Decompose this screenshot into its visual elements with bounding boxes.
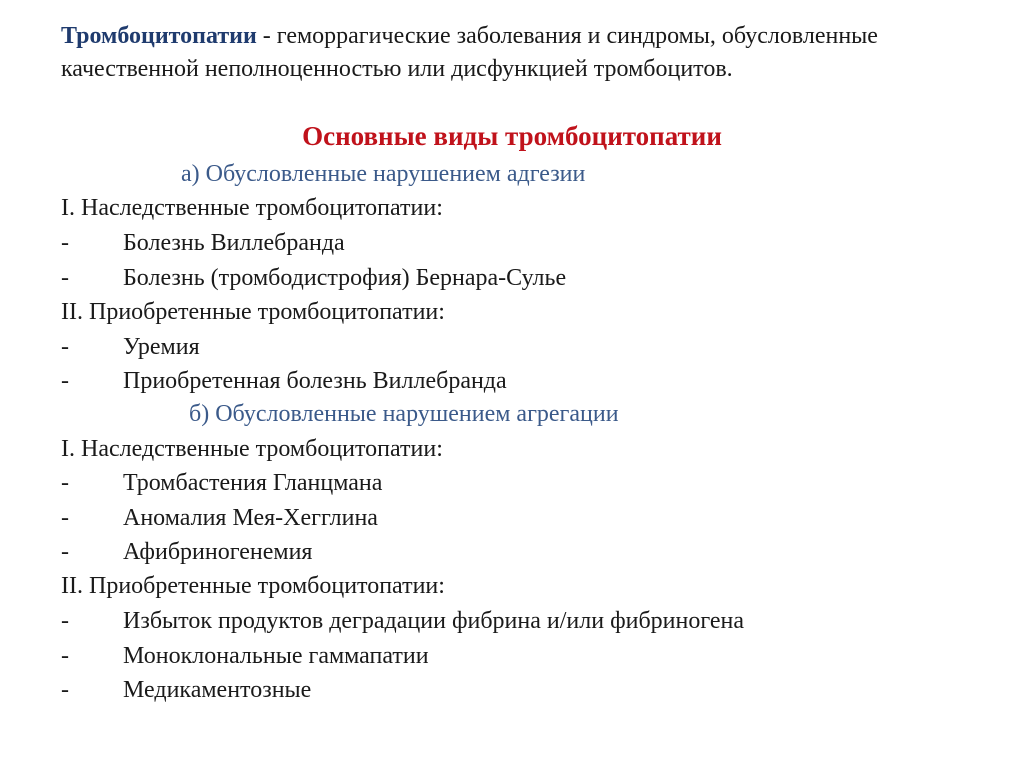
section-b-group1-title: I. Наследственные тромбоцитопатии:	[61, 436, 443, 462]
list-item	[61, 331, 961, 363]
intro-definition: - геморрагические заболевания и синдромы, обусловленные качественной неполноценностью или дисфункцией тромбоцитов.	[61, 23, 878, 82]
slide-heading: Основные виды тромбоцитопатии	[302, 121, 722, 151]
list-item	[61, 365, 961, 397]
bullet-dash: -	[61, 677, 69, 703]
bullet-dash: -	[61, 608, 69, 634]
list-item	[61, 502, 961, 534]
section-b-group2-title: II. Приобретенные тромбоцитопатии:	[61, 573, 445, 599]
list-item	[61, 262, 961, 294]
section-b-title: б) Обусловленные нарушением агрегации	[189, 401, 619, 427]
list-item-text: Моноклональные гаммапатии	[123, 643, 429, 669]
list-item-text: Приобретенная болезнь Виллебранда	[123, 368, 507, 394]
list-item-text: Избыток продуктов деградации фибрина и/или фибриногена	[123, 608, 745, 634]
bullet-dash: -	[61, 334, 69, 360]
list-item	[61, 605, 961, 637]
intro-term: Тромбоцитопатии	[61, 23, 257, 49]
list-item-text: Тромбастения Гланцмана	[123, 470, 383, 496]
section-a-title: а) Обусловленные нарушением адгезии	[181, 161, 586, 187]
bullet-dash: -	[61, 368, 69, 394]
bullet-dash: -	[61, 265, 69, 291]
list-item	[61, 674, 961, 706]
list-item-text: Медикаментозные	[123, 677, 312, 703]
bullet-dash: -	[61, 230, 69, 256]
list-item-text: Болезнь (тромбодистрофия) Бернара-Сулье	[123, 265, 567, 291]
bullet-dash: -	[61, 539, 69, 565]
list-item	[61, 227, 961, 259]
section-a-group2-title: II. Приобретенные тромбоцитопатии:	[61, 299, 445, 325]
list-item	[61, 640, 961, 672]
bullet-dash: -	[61, 643, 69, 669]
list-item-text: Болезнь Виллебранда	[123, 230, 345, 256]
list-item-text: Афибриногенемия	[123, 539, 313, 565]
section-a-group1-title: I. Наследственные тромбоцитопатии:	[61, 195, 443, 221]
intro-paragraph	[61, 20, 961, 86]
bullet-dash: -	[61, 470, 69, 496]
list-item	[61, 536, 961, 568]
list-item-text: Уремия	[123, 334, 200, 360]
list-item	[61, 467, 961, 499]
bullet-dash: -	[61, 505, 69, 531]
list-item-text: Аномалия Мея-Хегглина	[123, 505, 378, 531]
